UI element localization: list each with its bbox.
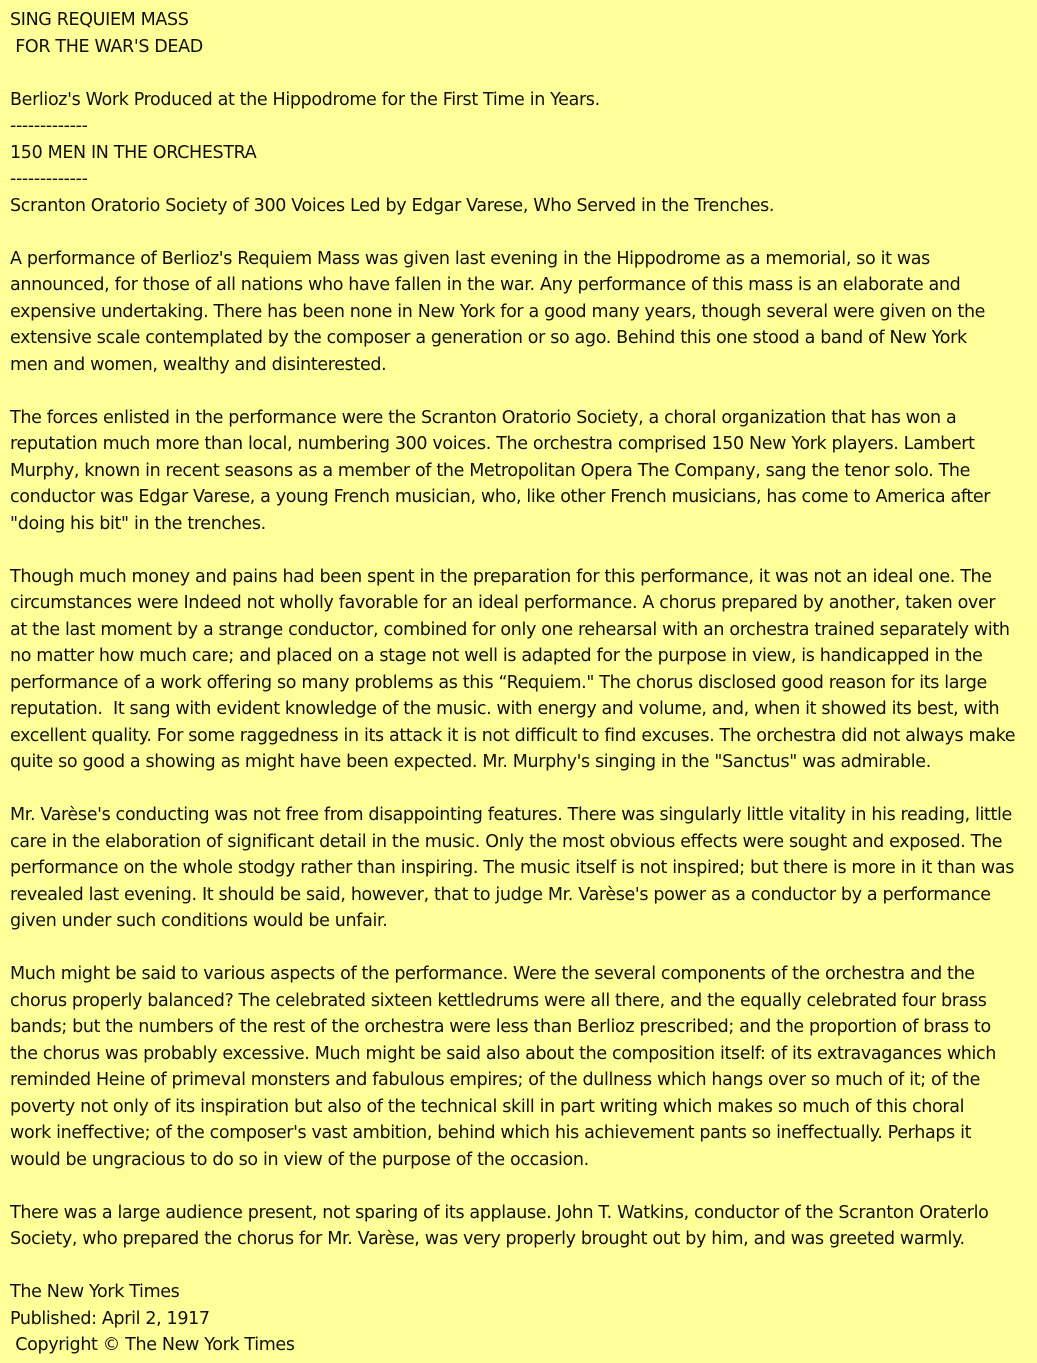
paragraph-line: Society, who prepared the chorus for Mr. Varèse, was very properly brought out by him, and was greeted warmly. (10, 1229, 965, 1249)
paragraph-line: The forces enlisted in the performance were the Scranton Oratorio Society, a choral organization that has won a (10, 407, 957, 428)
spacer (10, 378, 1037, 405)
spacer (10, 776, 1037, 803)
article (10, 7, 1037, 1359)
headline-line-2: FOR THE WAR'S DEAD (10, 36, 203, 57)
paragraph-4 (10, 802, 1037, 935)
paragraph-line: extensive scale contemplated by the composer a generation or so ago. Behind this one stood a band of New York (10, 328, 967, 348)
paragraph-line: Mr. Varèse's conducting was not free from disappointing features. There was singularly little vitality in his reading, little (10, 805, 1012, 825)
paragraph-line: reputation much more than local, numbering 300 voices. The orchestra comprised 150 New York players. Lambert (10, 434, 975, 454)
paragraph-line: poverty not only of its inspiration but also of the technical skill in part writing which makes so much of this choral (10, 1096, 965, 1117)
paragraph-line: "doing his bit" in the trenches. (10, 513, 266, 534)
spacer (10, 935, 1037, 962)
paragraph-2 (10, 405, 1037, 538)
paragraph-line: would be ungracious to do so in view of the purpose of the occasion. (10, 1149, 589, 1170)
paragraph-line: the chorus was probably excessive. Much might be said also about the composition itself: of its extravagances which (10, 1043, 997, 1064)
spacer (10, 1173, 1037, 1200)
footer-published-date: Published: April 2, 1917 (10, 1308, 210, 1329)
paragraph-5 (10, 961, 1037, 1173)
deck-1: Berlioz's Work Produced at the Hippodrome for the First Time in Years. (10, 89, 600, 110)
paragraph-line: performance of a work offering so many problems as this “Requiem." The chorus disclosed good reason for its large (10, 672, 987, 693)
paragraph-line: work ineffective; of the composer's vast ambition, behind which his achievement pants so ineffectually. Perhaps it (10, 1123, 972, 1143)
paragraph-line: quite so good a showing as might have been expected. Mr. Murphy's singing in the "Sanctus" was admirable. (10, 752, 931, 772)
paragraph-line: care in the elaboration of significant detail in the music. Only the most obvious effects were sought and exposed. The (10, 831, 1003, 852)
paragraph-line: given under such conditions would be unfair. (10, 911, 388, 931)
paragraph-line: excellent quality. For some raggedness in its attack it is not difficult to find excuses. The orchestra did not always make (10, 725, 1016, 746)
paragraph-line: conductor was Edgar Varese, a young French musician, who, like other French musicians, has come to America after (10, 487, 991, 507)
paragraph-line: reminded Heine of primeval monsters and fabulous empires; of the dullness which hangs over so much of it; of the (10, 1070, 981, 1090)
spacer (10, 219, 1037, 246)
paragraph-line: reputation. It sang with evident knowledge of the music. with energy and volume, and, when it showed its best, with (10, 699, 1000, 719)
paragraph-3 (10, 564, 1037, 776)
spacer (10, 60, 1037, 87)
paragraph-line: Though much money and pains had been spent in the preparation for this performance, it was not an ideal one. The (10, 566, 992, 587)
paragraph-line: men and women, wealthy and disinterested. (10, 354, 387, 375)
footer-source: The New York Times (10, 1282, 180, 1302)
paragraph-line: no matter how much care; and placed on a stage not well is adapted for the purpose in view, is handicapped in the (10, 646, 983, 666)
deck-2: 150 MEN IN THE ORCHESTRA (10, 142, 257, 163)
separator-1: ------------- (10, 116, 88, 136)
deck-3: Scranton Oratorio Society of 300 Voices Led by Edgar Varese, Who Served in the Trenches. (10, 195, 775, 216)
paragraph-line: performance on the whole stodgy rather than inspiring. The music itself is not inspired; but there is more in it than was (10, 858, 1014, 878)
headline-line-1: SING REQUIEM MASS (10, 10, 189, 30)
paragraph-line: announced, for those of all nations who have fallen in the war. Any performance of this mass is an elaborate and (10, 275, 961, 295)
separator-2: ------------- (10, 169, 88, 189)
paragraph-line: circumstances were Indeed not wholly favorable for an ideal performance. A chorus prepared by another, taken over (10, 593, 996, 613)
paragraph-line: expensive undertaking. There has been none in New York for a good many years, though several were given on the (10, 301, 986, 322)
paragraph-line: There was a large audience present, not sparing of its applause. John T. Watkins, conductor of the Scranton Oraterlo (10, 1202, 989, 1223)
paragraph-line: Much might be said to various aspects of the performance. Were the several components of the orchestra and the (10, 964, 975, 984)
spacer (10, 537, 1037, 564)
paragraph-line: Murphy, known in recent seasons as a member of the Metropolitan Opera The Company, sang the tenor solo. The (10, 460, 971, 481)
paragraph-6 (10, 1200, 1037, 1253)
paragraph-line: at the last moment by a strange conductor, combined for only one rehearsal with an orchestra trained separately with (10, 619, 1010, 640)
footer-copyright: Copyright © The New York Times (10, 1335, 295, 1355)
paragraph-line: revealed last evening. It should be said, however, that to judge Mr. Varèse's power as a conductor by a performance (10, 884, 991, 905)
paragraph-line: A performance of Berlioz's Requiem Mass was given last evening in the Hippodrome as a memorial, so it was (10, 248, 930, 269)
paragraph-line: chorus properly balanced? The celebrated sixteen kettledrums were all there, and the equally celebrated four brass (10, 990, 987, 1011)
paragraph-1 (10, 246, 1037, 379)
spacer (10, 1253, 1037, 1280)
paragraph-line: bands; but the numbers of the rest of the orchestra were less than Berlioz prescribed; and the proportion of brass to (10, 1017, 991, 1037)
